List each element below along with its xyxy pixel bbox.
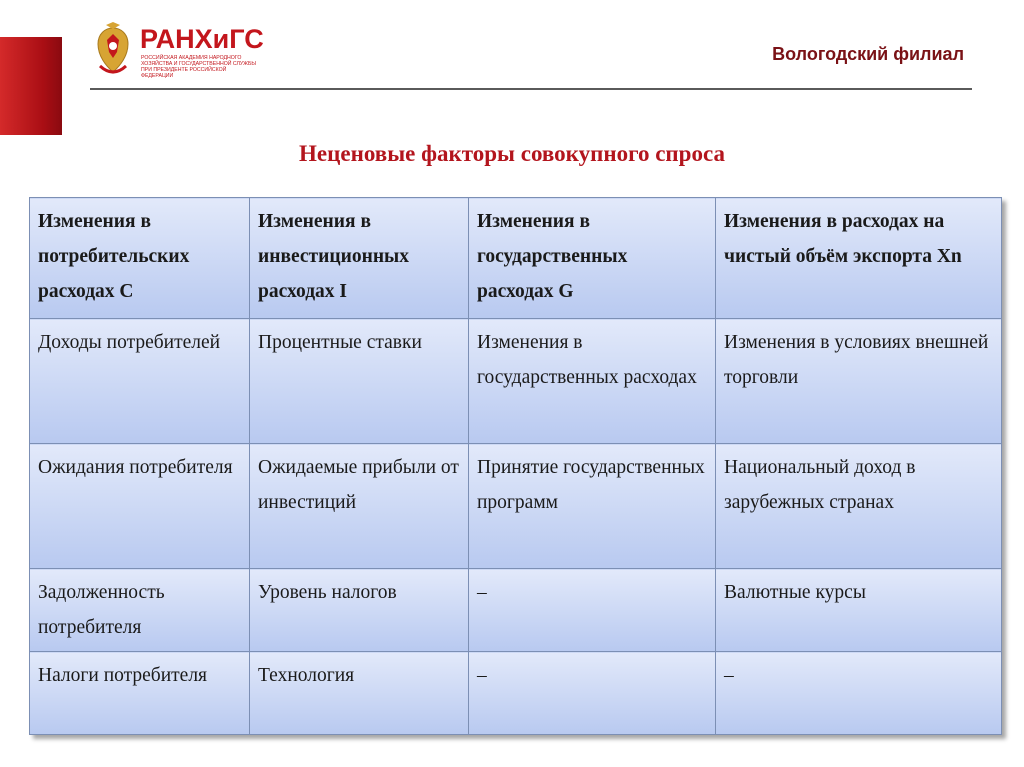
table-cell: Доходы потребителей <box>30 319 250 444</box>
table-cell: Процентные ставки <box>250 319 469 444</box>
decorative-red-bar <box>0 37 62 135</box>
table-cell: Ожидания потребителя <box>30 444 250 569</box>
branch-name: Вологодский филиал <box>772 44 964 64</box>
header-divider <box>90 88 972 90</box>
slide-title: Неценовые факторы совокупного спроса <box>299 141 725 166</box>
table-cell: Принятие государственных программ <box>469 444 716 569</box>
table-row <box>30 652 1002 735</box>
table-cell: Национальный доход в зарубежных странах <box>716 444 1002 569</box>
table-row <box>30 569 1002 652</box>
table-cell: Валютные курсы <box>716 569 1002 652</box>
column-header-investment: Изменения в инвестиционных расходах I <box>250 198 469 319</box>
table-cell: Изменения в государственных расходах <box>469 319 716 444</box>
table-cell: Технология <box>250 652 469 735</box>
table-row <box>30 444 1002 569</box>
column-header-consumer: Изменения в потребительских расходах С <box>30 198 250 319</box>
table-cell: – <box>716 652 1002 735</box>
table-header-row <box>30 198 1002 319</box>
logo-brand-text: РАНХиГС <box>140 24 264 54</box>
table-cell: – <box>469 652 716 735</box>
table-cell: Задолженность потребителя <box>30 569 250 652</box>
table-row <box>30 319 1002 444</box>
crest-icon <box>92 22 134 78</box>
table-cell: Уровень налогов <box>250 569 469 652</box>
column-header-government: Изменения в государственных расходах G <box>469 198 716 319</box>
logo-subtitle: РОССИЙСКАЯ АКАДЕМИЯ НАРОДНОГО ХОЗЯЙСТВА И ГОСУДАРСТВЕННОЙ СЛУЖБЫ ПРИ ПРЕЗИДЕНТЕ РОССИЙСКОЙ ФЕДЕРАЦИИ <box>141 55 256 79</box>
factors-table <box>29 197 1002 735</box>
table-cell: – <box>469 569 716 652</box>
column-header-net-export: Изменения в расходах на чистый объём экспорта Xn <box>716 198 1002 319</box>
ranepa-logo <box>92 22 262 80</box>
table-cell: Ожидаемые прибыли от инвестиций <box>250 444 469 569</box>
table-cell: Налоги потребителя <box>30 652 250 735</box>
table-cell: Изменения в условиях внешней торговли <box>716 319 1002 444</box>
